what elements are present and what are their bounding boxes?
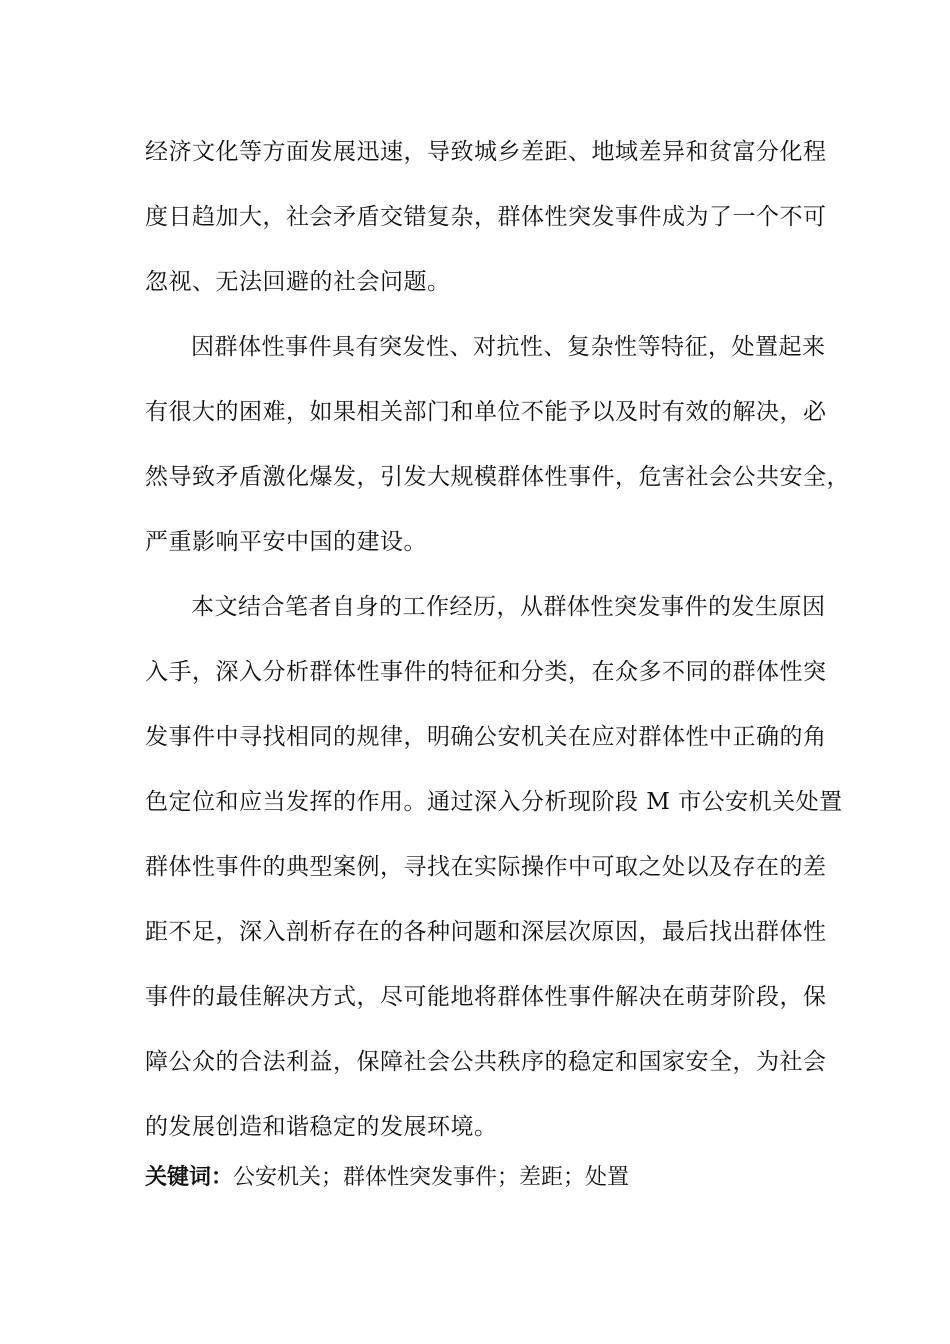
keywords-text: 公安机关；群体性突发事件；差距；处置 [233,1165,630,1190]
text-line: 有很大的困难，如果相关部门和单位不能予以及时有效的解决，必 [145,399,827,425]
text-line: 发事件中寻找相同的规律，明确公安机关在应对群体性中正确的角 [145,724,827,750]
text-line: 色定位和应当发挥的作用。通过深入分析现阶段 M 市公安机关处置 [145,789,843,815]
text-line: 本文结合笔者自身的工作经历，从群体性突发事件的发生原因 [191,594,826,620]
text-line: 群体性事件的典型案例，寻找在实际操作中可取之处以及存在的差 [145,854,827,880]
text-line: 度日趋加大，社会矛盾交错复杂，群体性突发事件成为了一个不可 [145,204,827,230]
text-line: 经济文化等方面发展迅速，导致城乡差距、地域差异和贫富分化程 [145,139,827,165]
text-line: 的发展创造和谐稳定的发展环境。 [145,1114,498,1140]
keywords-label: 关键词： [145,1165,234,1190]
text-line: 入手，深入分析群体性事件的特征和分类，在众多不同的群体性突 [145,659,827,685]
text-line: 严重影响平安中国的建设。 [145,529,427,555]
keywords-line [145,1158,825,1198]
text-line: 距不足，深入剖析存在的各种问题和深层次原因，最后找出群体性 [145,919,827,945]
text-line: 忽视、无法回避的社会问题。 [145,269,451,295]
paragraph-1 [145,130,825,325]
document-page [145,130,850,1198]
text-line: 然导致矛盾激化爆发，引发大规模群体性事件，危害社会公共安全， [145,464,850,490]
text-line: 因群体性事件具有突发性、对抗性、复杂性等特征，处置起来 [191,334,826,360]
paragraph-2 [145,325,850,585]
text-line: 事件的最佳解决方式，尽可能地将群体性事件解决在萌芽阶段，保 [145,984,827,1010]
text-line: 障公众的合法利益，保障社会公共秩序的稳定和国家安全，为社会 [145,1049,827,1075]
paragraph-3 [145,585,843,1170]
